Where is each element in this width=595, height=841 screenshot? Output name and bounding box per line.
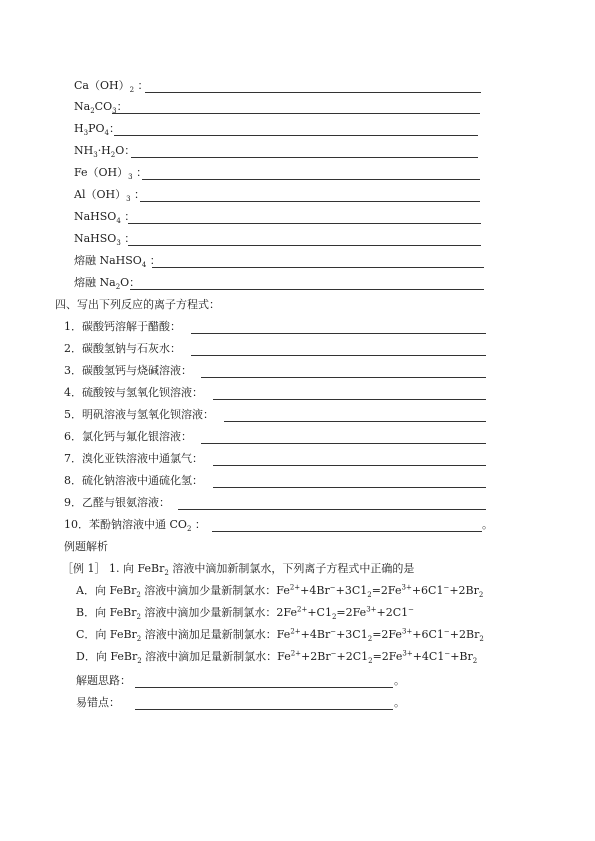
superscript: 3+ (402, 649, 413, 658)
superscript: − (443, 627, 450, 636)
subscript: 4 (141, 261, 147, 270)
option-item[interactable]: D．向 FeBr$_2$ 溶液中滴加足量新制氯水：$Fe^{2+}+2Br^-+2C1_2=2Fe^{3+}+4C1^-+Br_2$ (76, 649, 478, 666)
example-heading: 例题解析 (64, 540, 108, 553)
option-item[interactable]: C．向 FeBr$_2$ 溶液中滴加足量新制氯水：$Fe^{2+}+4Br^-+3C1_2=2Fe^{3+}+6C1^-+2Br_2$ (76, 627, 484, 644)
answer-blank[interactable] (145, 92, 481, 93)
section-title: 四、写出下列反应的离子方程式： (55, 298, 220, 311)
subscript: 2 (368, 657, 373, 666)
formula-label: $Fe(OH)_3$ ： (74, 166, 148, 182)
subscript: 2 (129, 86, 135, 95)
reaction-label: 8．硫化钠溶液中通硫化氢： (64, 474, 203, 487)
superscript: 2+ (289, 583, 301, 592)
formula-label: $Na_2CO_3$： (74, 100, 128, 116)
subscript: 3 (128, 173, 133, 182)
answer-blank[interactable] (131, 157, 478, 158)
reaction-label: 4．硫酸铵与氢氧化钡溶液： (64, 386, 203, 399)
subscript: 2 (136, 591, 141, 600)
answer-blank[interactable] (178, 509, 486, 510)
superscript: 2+ (290, 649, 302, 658)
subscript: 2 (331, 613, 337, 622)
formula-label: 熔融 NaHSO$_4$ ： (74, 254, 161, 270)
reaction-label: 6．氯化钙与氟化银溶液： (64, 430, 192, 443)
answer-blank[interactable] (213, 399, 486, 400)
answer-blank[interactable] (213, 487, 486, 488)
option-item[interactable]: B．向 FeBr$_2$ 溶液中滴加少量新制氯水：$2Fe^{2+}+C1_2=2Fe^{3+}+2C1^-$ (76, 605, 415, 622)
sentence-period: 。 (394, 696, 405, 709)
reaction-label: 5．明矾溶液与氢氧化钡溶液： (64, 408, 214, 421)
answer-blank[interactable] (114, 135, 478, 136)
answer-blank[interactable] (201, 443, 486, 444)
subscript: 2 (478, 591, 484, 600)
answer-blank[interactable] (128, 223, 481, 224)
reaction-label: 2．碳酸氢钠与石灰水： (64, 342, 181, 355)
superscript: − (444, 649, 451, 658)
subscript: 2 (164, 569, 169, 578)
subscript: 2 (186, 525, 192, 534)
answer-blank[interactable] (130, 289, 484, 290)
formula-label: 熔融 $Na_2O$： (74, 276, 141, 292)
option-item[interactable]: A．向 FeBr$_2$ 溶液中滴加少量新制氯水：$Fe^{2+}+4Br^-+3C1_2=2Fe^{3+}+6C1^-+2Br_2$ (76, 583, 484, 600)
subscript: 2 (90, 107, 95, 116)
formula-label: $Al(OH)_3$ ： (74, 188, 146, 204)
reaction-label: 7．溴化亚铁溶液中通氯气： (64, 452, 203, 465)
superscript: − (330, 649, 337, 658)
superscript: 3+ (401, 627, 413, 636)
answer-blank[interactable] (201, 377, 486, 378)
answer-blank[interactable] (142, 179, 480, 180)
subscript: 3 (126, 195, 131, 204)
answer-blank[interactable] (224, 421, 486, 422)
reaction-label: 9．乙醛与银氨溶液： (64, 496, 170, 509)
reaction-label: 1．碳酸钙溶解于醋酸： (64, 320, 181, 333)
subscript: 2 (472, 657, 478, 666)
example-question: ［例 1］ 1. 向 FeBr$_2$ 溶液中滴加新制氯水，下列离子方程式中正确的是 (62, 562, 415, 578)
answer-blank[interactable] (140, 201, 480, 202)
formula-label: $NH_3\cdot H_2O$： (74, 144, 136, 160)
reaction-label: 10．苯酚钠溶液中通 $CO_2$ ： (64, 518, 206, 534)
answer-blank[interactable] (191, 333, 486, 334)
subscript: 2 (115, 283, 121, 292)
superscript: − (329, 583, 336, 592)
superscript: 2+ (290, 627, 301, 636)
superscript: 2+ (296, 605, 308, 614)
superscript: 3+ (401, 583, 412, 592)
subscript: 2 (479, 635, 484, 644)
subscript: 4 (116, 217, 121, 226)
subscript: 2 (136, 635, 142, 644)
answer-blank[interactable] (152, 267, 484, 268)
subscript: 2 (367, 591, 372, 600)
formula-label: NaHSO$_3$ ： (74, 232, 136, 248)
answer-blank[interactable] (112, 113, 480, 114)
formula-label: NaHSO$_4$ ： (74, 210, 136, 226)
subscript: 2 (136, 613, 141, 622)
sentence-period: 。 (394, 674, 405, 687)
superscript: − (330, 627, 337, 636)
pitfall-label: 易错点： (76, 696, 120, 709)
superscript: 3+ (366, 605, 377, 614)
formula-label: $Ca(OH)_2$ ： (74, 79, 149, 95)
subscript: 3 (83, 129, 89, 138)
solution-blank[interactable] (135, 687, 393, 688)
answer-blank[interactable] (128, 245, 481, 246)
reaction-label: 3．碳酸氢钙与烧碱溶液： (64, 364, 192, 377)
subscript: 2 (367, 635, 373, 644)
solution-label: 解题思路： (76, 674, 131, 687)
subscript: 4 (104, 129, 109, 138)
sentence-period: 。 (482, 518, 493, 531)
subscript: 2 (137, 657, 142, 666)
subscript: 2 (110, 151, 116, 160)
answer-blank[interactable] (213, 465, 486, 466)
subscript: 3 (116, 239, 121, 248)
pitfall-blank[interactable] (135, 709, 393, 710)
subscript: 3 (93, 151, 98, 160)
subscript: 3 (112, 107, 117, 116)
superscript: − (443, 583, 450, 592)
answer-blank[interactable] (212, 531, 482, 532)
superscript: − (408, 605, 415, 614)
formula-label: $H_3PO_4$： (74, 122, 120, 138)
answer-blank[interactable] (191, 355, 486, 356)
